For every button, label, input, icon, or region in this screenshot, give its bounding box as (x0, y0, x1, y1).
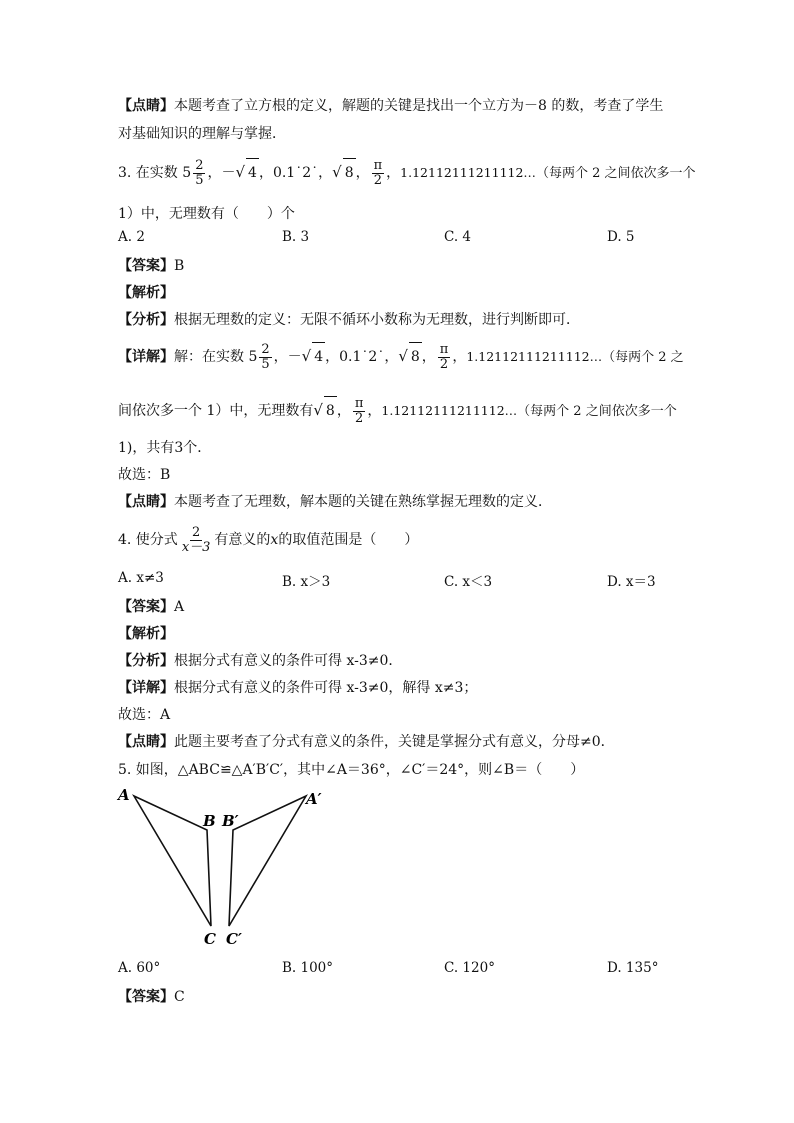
sqrt-sign-icon: √ (301, 347, 312, 365)
sqrt4-radicand: 4 (246, 158, 259, 187)
q3-stem-line2: 1）中，无理数有（ ）个 (118, 206, 295, 222)
q5-answer (118, 987, 185, 1007)
repeating-decimal: 0.1˙2˙ (339, 349, 385, 365)
analysis-tag: 【解析】 (118, 626, 174, 642)
fraction-numerator: π (439, 341, 449, 357)
comment-text: 此题主要考查了分式有意义的条件，关键是掌握分式有意义，分母≠0． (174, 734, 615, 750)
q3-mixed-fraction (193, 159, 205, 188)
q2-comment-line2: 对基础知识的理解与掌握． (118, 126, 286, 142)
q3-tail: （每两个 2 之间依次多一个 (535, 166, 696, 181)
q4-choose: 故选：A (118, 707, 171, 723)
sqrt8-radicand: 8 (343, 158, 356, 187)
sqrt8-radicand: 8 (409, 342, 422, 371)
answer-tag: 【答案】 (118, 599, 174, 615)
detail-mixed-whole: 5 (248, 349, 258, 365)
q3-detail-line2: 间依次多一个 1）中，无理数有√ 8 ， $\frac{\pi}{2}$ ，1.12112111211112…（每两个 2 之间依次多一个 (118, 395, 677, 426)
sqrt-sign-icon: √ (332, 163, 342, 181)
q3-option-a: A. 2 (118, 229, 145, 245)
q4-analysis (118, 624, 174, 644)
triangle-abc (134, 796, 211, 926)
fenxi-text: 根据无理数的定义：无限不循环小数称为无理数，进行判断即可． (174, 312, 580, 328)
q4-prefix: 4. 使分式 (118, 532, 178, 548)
long-number: 1.12112111211112… (381, 403, 518, 418)
q4-option-d: D. x＝3 (607, 574, 656, 590)
minus-sign: － (221, 165, 236, 181)
q3-option-d: D. 5 (607, 229, 635, 245)
fraction-denominator: 2 (354, 410, 364, 426)
detail-prefix: 解：在实数 (174, 349, 244, 365)
label-a-prime: A′ (306, 790, 322, 808)
answer-tag: 【答案】 (118, 989, 174, 1005)
q4-var: x (270, 532, 279, 548)
q4-detail (118, 678, 477, 698)
answer-tag: 【答案】 (118, 258, 174, 274)
q3-fenxi (118, 310, 580, 330)
pi-fraction (353, 397, 366, 426)
q2-comment-line1 (118, 96, 663, 116)
q3-answer (118, 256, 184, 276)
detail-tail: （每两个 2 之 (602, 350, 684, 365)
q4-comment (118, 732, 615, 752)
detail-tag: 【详解】 (118, 349, 174, 365)
pi-fraction (438, 343, 451, 372)
answer-value: B (174, 258, 185, 274)
q5-stem: 5. 如图，△ABC≌△A′B′C′，其中∠A＝36°，∠C′＝24°，则∠B＝（ ） (118, 762, 585, 778)
label-a: A (118, 786, 130, 804)
fraction-numerator: 2 (261, 341, 270, 357)
q3-comment (118, 492, 552, 512)
q5-option-b: B. 100° (282, 960, 334, 976)
detail-line2-prefix: 间依次多一个 1）中，无理数有 (118, 403, 314, 419)
detail-tag: 【详解】 (118, 680, 174, 696)
fraction-numerator: π (373, 157, 383, 173)
q4-stem (118, 524, 418, 556)
fraction-numerator: 2 (195, 157, 204, 173)
q3-option-c: C. 4 (444, 229, 472, 245)
q3-prefix: 3. 在实数 (118, 165, 178, 181)
long-number: 1.12112111211112… (466, 349, 603, 364)
q4-mid: 有意义的 (214, 532, 271, 548)
comment-tag: 【点睛】 (118, 98, 174, 114)
q4-option-a: A. x≠3 (118, 570, 164, 586)
q4-fraction (180, 526, 213, 555)
repeating-decimal: 0.1˙2˙ (272, 165, 319, 181)
sqrt4-radicand: 4 (312, 342, 325, 371)
fraction-denominator: 2 (439, 356, 449, 372)
comment-tag: 【点睛】 (118, 494, 174, 510)
q3-detail-line3: 1)，共有3个． (118, 440, 212, 456)
detail-text: 根据分式有意义的条件可得 x-3≠0，解得 x≠3； (174, 680, 478, 696)
pi-fraction (372, 159, 385, 188)
answer-value: C (174, 989, 185, 1005)
q4-option-c: C. x＜3 (444, 574, 493, 590)
fenxi-text: 根据分式有意义的条件可得 x-3≠0． (174, 653, 403, 669)
analysis-tag: 【解析】 (118, 285, 174, 301)
fraction-numerator: π (354, 395, 364, 411)
label-b: B (203, 812, 216, 830)
q4-option-b: B. x＞3 (282, 574, 331, 590)
fenxi-tag: 【分析】 (118, 653, 174, 669)
q4-fenxi (118, 651, 402, 671)
q5-option-a: A. 60° (118, 960, 161, 976)
q4-tail: 的取值范围是（ ） (278, 532, 419, 548)
answer-value: A (174, 599, 185, 615)
sqrt8-radicand: 8 (324, 396, 337, 425)
detail-mixed-fraction (259, 343, 271, 372)
q3-option-b: B. 3 (282, 229, 310, 245)
fraction-numerator: 2 (191, 524, 201, 540)
q3-mixed-whole: 5 (182, 165, 192, 181)
q5-option-d: D. 135° (607, 960, 659, 976)
sqrt-sign-icon: √ (235, 163, 246, 181)
comment-text: 本题考查了无理数，解本题的关键在熟练掌握无理数的定义． (174, 494, 552, 510)
long-number: 1.12112111211112… (400, 165, 536, 180)
triangle-a2b2c2 (229, 796, 306, 926)
fraction-denominator: 2 (373, 172, 383, 188)
q5-option-c: C. 120° (444, 960, 495, 976)
q3-detail-line1: 【详解】解：在实数 5 $\frac{2}{5}$ ，－√ 4 ，0.1˙2˙，√ 8 ， $\frac{\pi}{2}$ ，1.12112111211112…（每两个 2 之 (118, 341, 684, 372)
q2-comment-text: 本题考查了立方根的定义，解题的关键是找出一个立方为－8 的数，考查了学生 (174, 98, 664, 114)
sqrt-sign-icon: √ (313, 401, 323, 419)
fenxi-tag: 【分析】 (118, 312, 174, 328)
label-c: C (204, 930, 216, 948)
fraction-denominator: x－3 (181, 539, 211, 555)
fraction-denominator: 5 (195, 172, 204, 188)
q4-answer (118, 597, 184, 617)
q3-choose: 故选：B (118, 467, 171, 483)
detail-line2-tail: （每两个 2 之间依次多一个 (517, 404, 677, 419)
q3-analysis (118, 283, 174, 303)
congruent-triangles-figure (110, 786, 370, 956)
sqrt-sign-icon: √ (398, 347, 408, 365)
label-c-prime: C′ (226, 930, 242, 948)
comment-tag: 【点睛】 (118, 734, 174, 750)
fraction-denominator: 5 (261, 356, 270, 372)
minus-sign: － (287, 349, 302, 365)
q3-stem-line1: 3. 在实数 5 $\frac{2}{5}$ ，－√ 4 ，0.1˙2˙，√ 8 ， $\frac{\pi}{2}$ ，1.12112111211112…（每两个 2 之间依次多一个 (118, 157, 696, 188)
label-b-prime: B′ (222, 812, 239, 830)
